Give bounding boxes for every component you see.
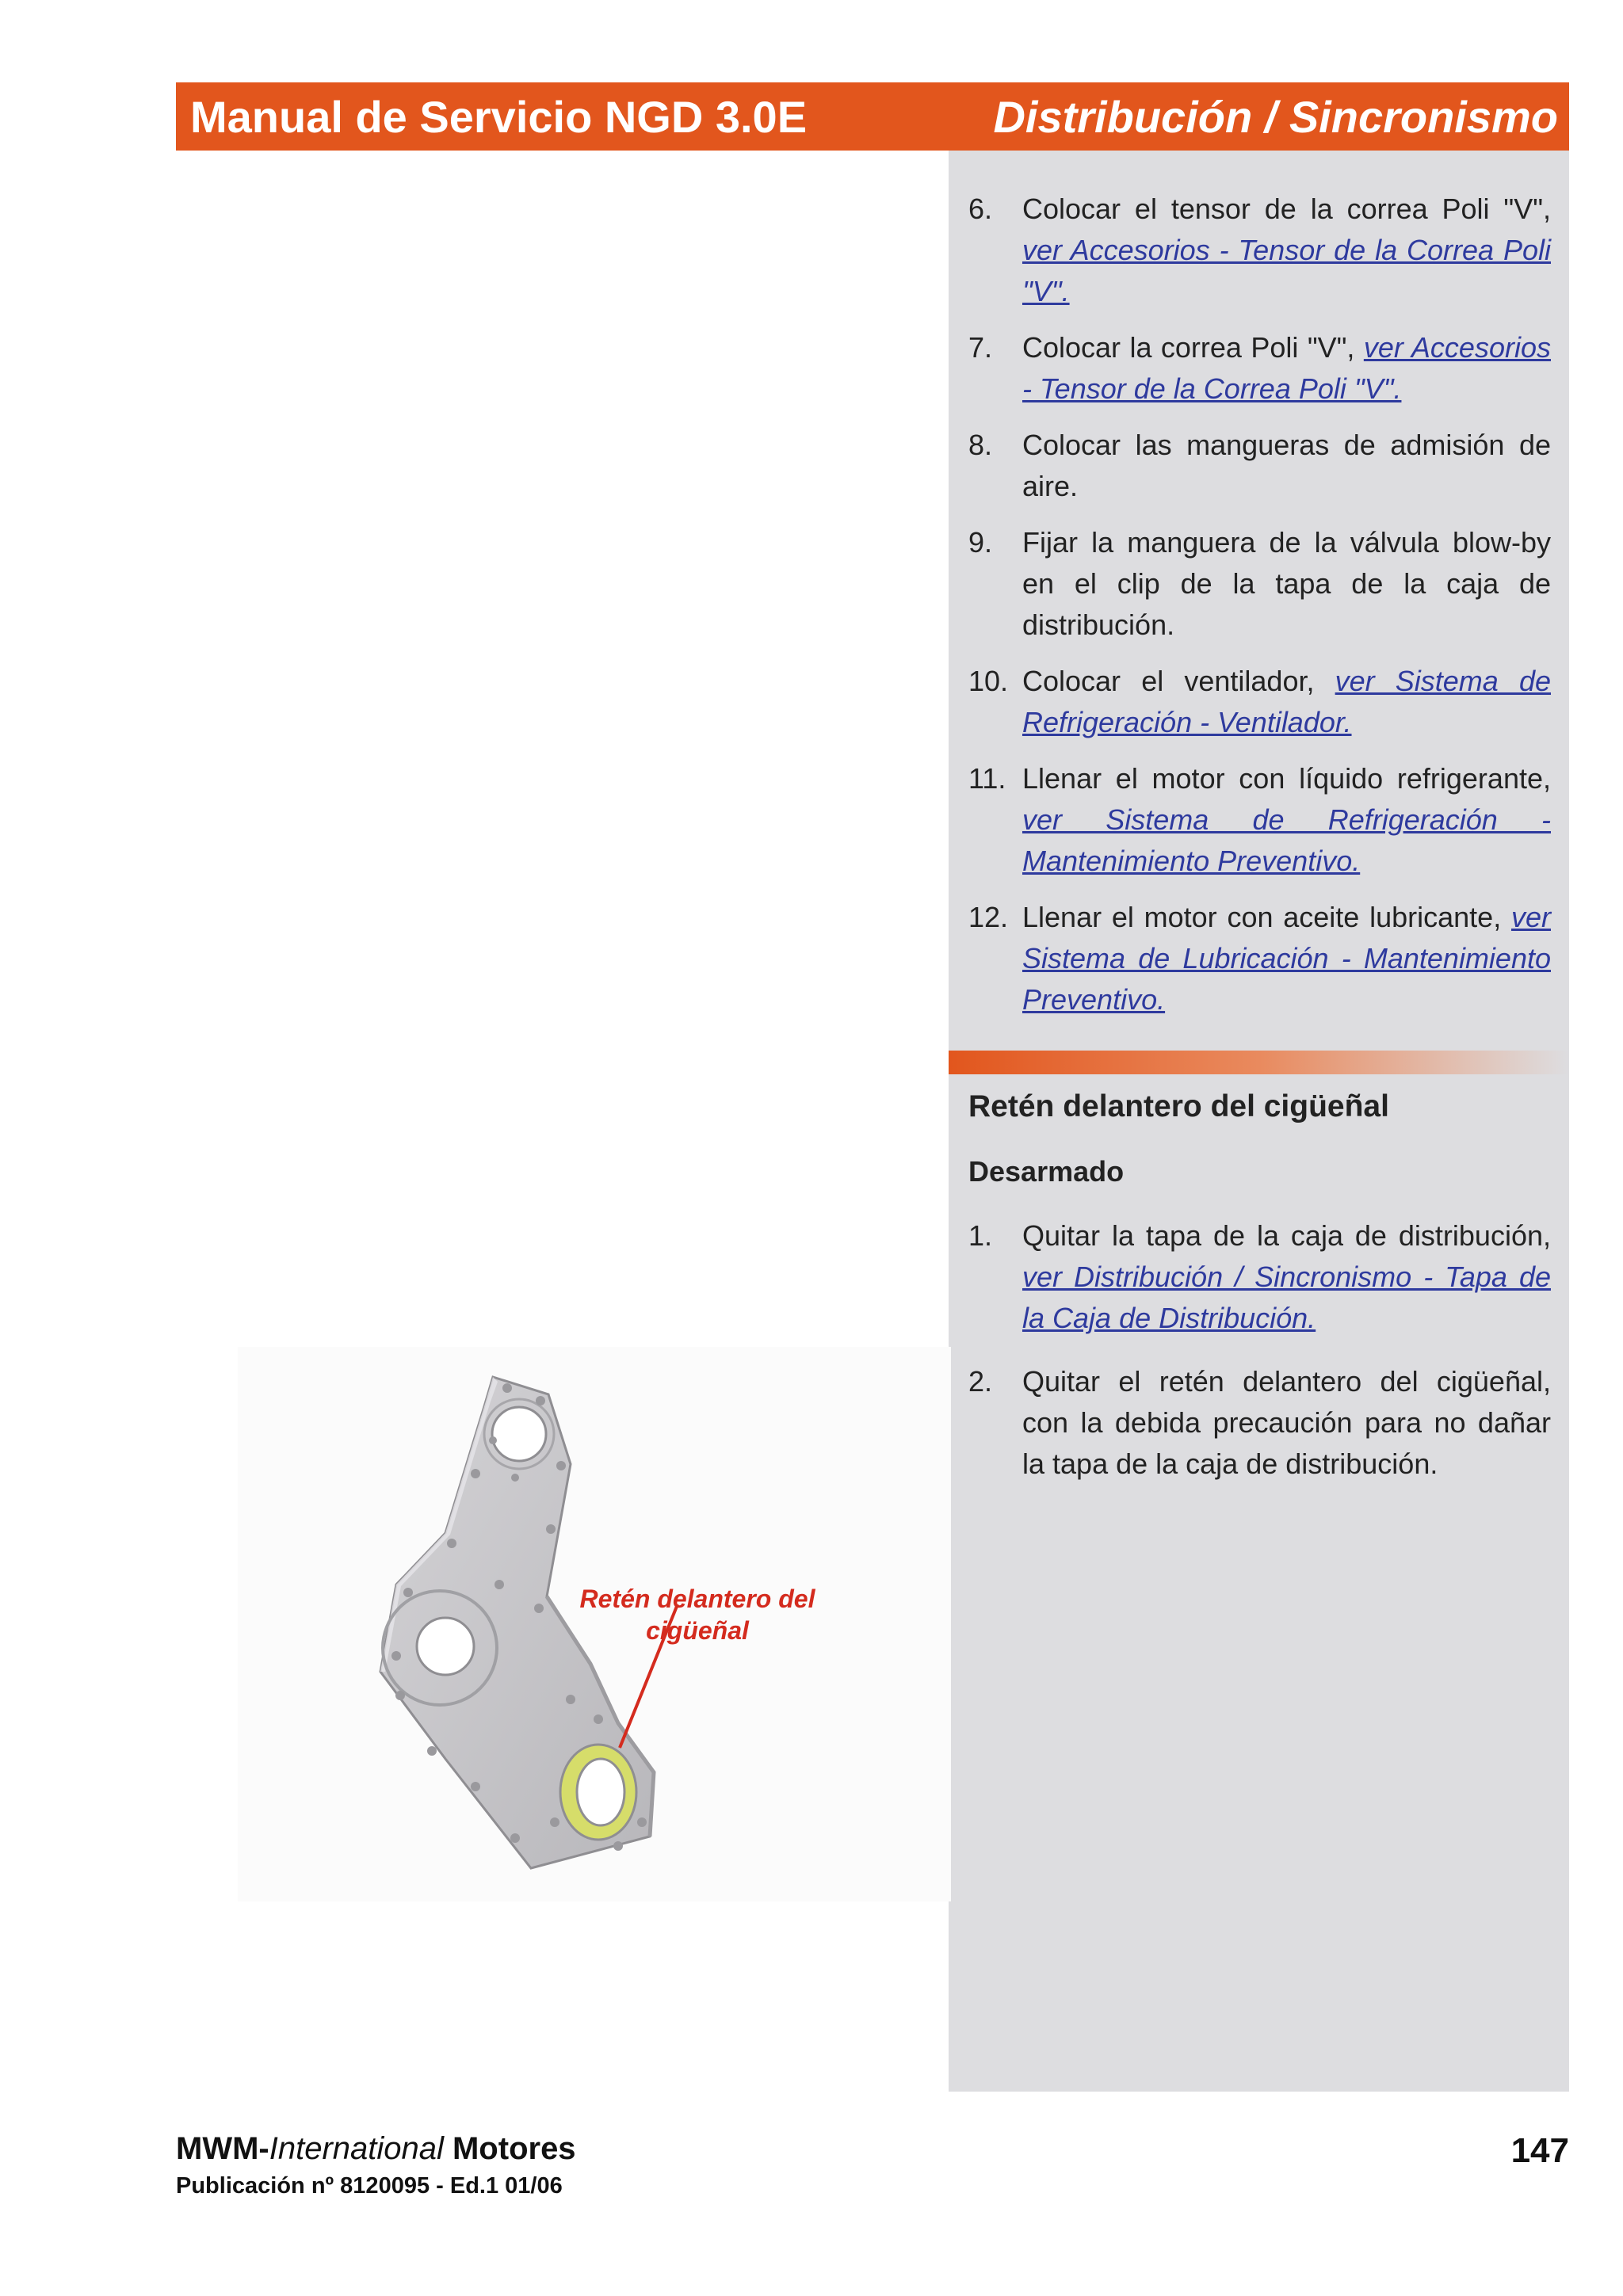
step-text: Colocar las mangueras de admisión de aire. <box>1022 429 1551 502</box>
section-heading: Retén delantero del cigüeñal <box>968 1089 1389 1123</box>
list-item <box>968 327 1551 410</box>
upper-opening <box>492 1407 546 1461</box>
cross-reference-link[interactable]: ver Sistema de Lubricación - Mantenimiento Preventivo. <box>1022 901 1551 1016</box>
disassembly-steps-list <box>968 1215 1551 1507</box>
step-text: Llenar el motor con aceite lubricante, ver Sistema de Lubricación - Mantenimiento Preventivo. <box>1022 901 1551 1016</box>
step-number: 9. <box>968 526 993 559</box>
step-number: 11. <box>968 762 1006 795</box>
step-text: Llenar el motor con líquido refrigerante, ver Sistema de Refrigeración - Mantenimiento Preventivo. <box>1022 762 1551 877</box>
manual-title: Manual de Servicio NGD 3.0E <box>190 91 808 142</box>
figure-callout-label: Retén delantero del cigüeñal <box>579 1585 815 1645</box>
list-item <box>968 1215 1551 1339</box>
cross-reference-link[interactable]: ver Accesorios - Tensor de la Correa Poli "V". <box>1022 331 1551 405</box>
step-number: 8. <box>968 429 993 461</box>
middle-opening <box>417 1618 474 1675</box>
list-item <box>968 758 1551 882</box>
cross-reference-link[interactable]: ver Accesorios - Tensor de la Correa Poli "V". <box>1022 234 1551 307</box>
step-number: 7. <box>968 331 993 364</box>
list-item <box>968 522 1551 646</box>
page-header <box>176 82 1569 151</box>
step-number: 1. <box>968 1219 993 1252</box>
list-item <box>968 425 1551 507</box>
section-divider <box>949 1051 1569 1074</box>
subsection-heading: Desarmado <box>968 1155 1125 1188</box>
cross-reference-link[interactable]: ver Sistema de Refrigeración - Mantenimiento Preventivo. <box>1022 803 1551 877</box>
cross-reference-link[interactable]: ver Distribución / Sincronismo - Tapa de la Caja de Distribución. <box>1022 1261 1551 1334</box>
list-item <box>968 1361 1551 1485</box>
assembly-steps-list <box>968 189 1551 1035</box>
step-number: 2. <box>968 1365 993 1398</box>
list-item <box>968 189 1551 312</box>
section-title: Distribución / Sincronismo <box>993 91 1558 142</box>
step-text: Quitar la tapa de la caja de distribución, ver Distribución / Sincronismo - Tapa de la Caja de Distribución. <box>1022 1219 1551 1334</box>
step-text: Colocar el tensor de la correa Poli "V", ver Accesorios - Tensor de la Correa Poli "V". <box>1022 193 1551 307</box>
cross-reference-link[interactable]: ver Sistema de Refrigeración - Ventilador. <box>1022 665 1551 738</box>
step-number: 12. <box>968 901 1009 933</box>
list-item <box>968 897 1551 1020</box>
list-item <box>968 661 1551 743</box>
step-text: Quitar el retén delantero del cigüeñal, con la debida precaución para no dañar la tapa de la caja de distribución. <box>1022 1365 1551 1480</box>
page-number: 147 <box>1510 2131 1569 2170</box>
page-footer <box>176 2131 576 2199</box>
step-text: Colocar el ventilador, ver Sistema de Refrigeración - Ventilador. <box>1022 665 1551 738</box>
crankshaft-seal <box>560 1745 636 1840</box>
publisher-brand: MWM-International Motores <box>176 2131 576 2166</box>
step-number: 6. <box>968 193 993 225</box>
step-number: 10. <box>968 665 1009 697</box>
publication-info: Publicación nº 8120095 - Ed.1 01/06 <box>176 2173 563 2199</box>
step-text: Fijar la manguera de la válvula blow-by en el clip de la tapa de la caja de distribución. <box>1022 526 1551 641</box>
step-text: Colocar la correa Poli "V", ver Accesorios - Tensor de la Correa Poli "V". <box>1022 331 1551 405</box>
